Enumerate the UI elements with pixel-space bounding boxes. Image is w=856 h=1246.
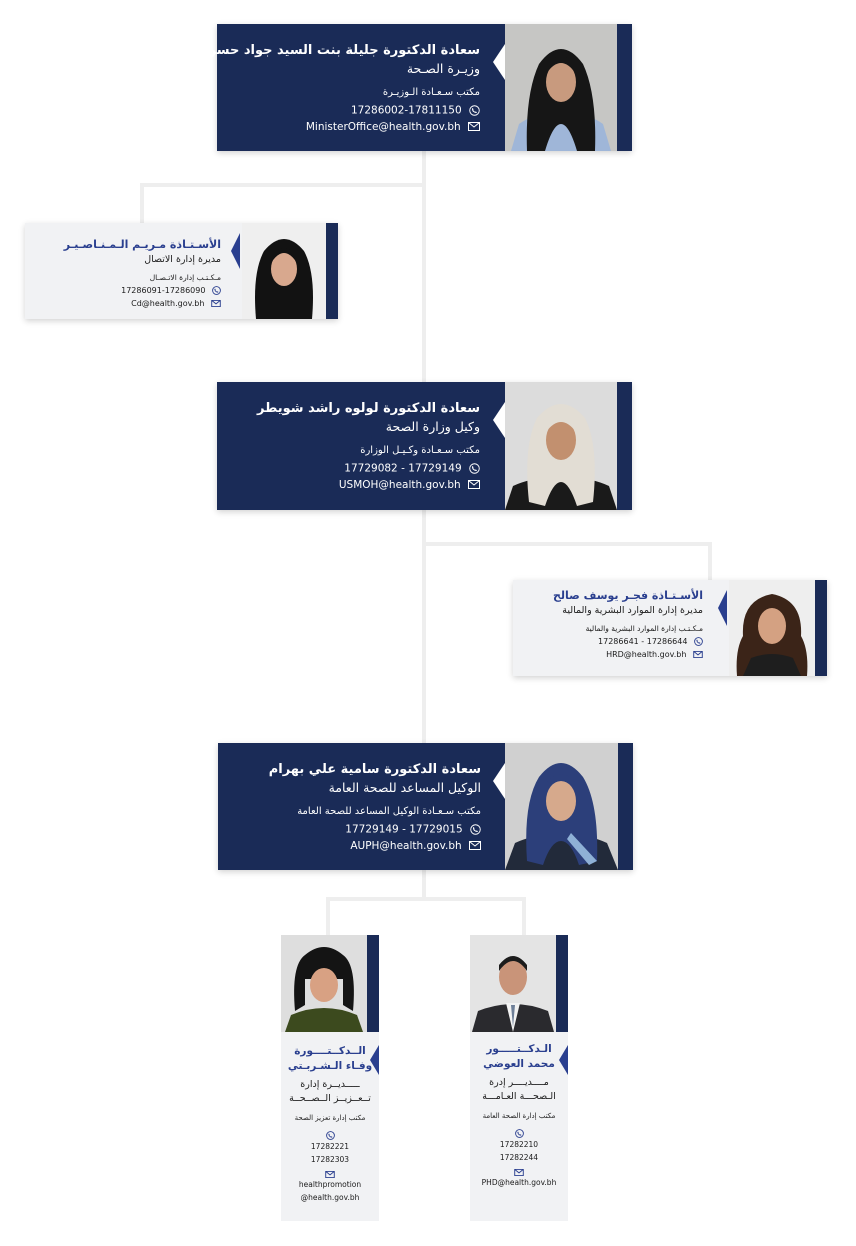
promotion-title-line1: ـــــديــرة إدارة [300, 1079, 360, 1090]
connector-hr-v [708, 542, 712, 580]
hr-phone[interactable]: 17286641 - 17286644 [598, 637, 688, 646]
promotion-photo [281, 935, 367, 1032]
hr-office: مـكـتـب إدارة الموارد البشرية والمالية [585, 623, 703, 633]
phone-icon [212, 286, 221, 295]
communication-pointer [231, 233, 240, 269]
envelope-icon [468, 122, 480, 131]
hr-email-row [553, 651, 703, 659]
promotion-phone2[interactable]: 17282303 [310, 1154, 350, 1164]
communication-title: مديرة إدارة الاتصال [144, 254, 221, 265]
minister-pointer [493, 44, 505, 80]
communication-name: الأسـتـاذة مـريـم الـمـنـاصـيـر [63, 238, 221, 251]
assistant-title: الوكيل المساعد للصحة العامة [328, 780, 481, 795]
undersecretary-email[interactable]: USMOH@health.gov.bh [338, 478, 461, 491]
communication-phone[interactable]: 17286091-17286090 [121, 286, 206, 295]
public-health-office: مكتب إدارة الصحة العامة [482, 1112, 556, 1120]
assistant-email[interactable]: AUPH@health.gov.bh [350, 839, 462, 852]
public-health-name-line1: الـدكــتـــــور [486, 1043, 552, 1055]
undersecretary-title: وكيل وزارة الصحة [385, 419, 480, 434]
phone-icon [469, 105, 480, 116]
phone-icon [515, 1129, 524, 1138]
phone-icon [469, 463, 480, 474]
connector-promotion-v [326, 897, 330, 935]
hr-card [513, 580, 827, 676]
undersecretary-accent-stripe [617, 382, 632, 510]
minister-phone[interactable]: 17286002-17811150 [350, 104, 462, 116]
minister-phone-row [205, 105, 480, 116]
communication-email-row [64, 300, 221, 308]
envelope-icon [469, 841, 481, 850]
undersecretary-info [257, 402, 480, 496]
connector-hr-h [422, 542, 712, 546]
undersecretary-phone[interactable]: 17729082 - 17729149 [344, 462, 462, 474]
phone-icon [470, 824, 481, 835]
assistant-office: مكتب سـعـادة الوكيل المساعد للصحة العامة [297, 805, 481, 817]
public-health-phone2[interactable]: 17282244 [499, 1152, 539, 1162]
connector-communication-v [140, 183, 144, 223]
public-health-phone1[interactable]: 17282210 [499, 1140, 539, 1149]
promotion-info [281, 1046, 379, 1206]
connector-communication-h [140, 183, 426, 187]
public-health-title-line2: الـصحـــة العـامـــة [482, 1090, 556, 1102]
promotion-accent-stripe [367, 935, 379, 1032]
undersecretary-name: سعادة الدكتورة لولوه راشد شويطر [256, 401, 480, 416]
public-health-name-line2: محمد العوضي [483, 1057, 555, 1070]
undersecretary-email-row [257, 480, 480, 491]
minister-accent-stripe [617, 24, 632, 151]
communication-info [64, 239, 221, 313]
connector-public-health-v [522, 897, 526, 935]
envelope-icon [693, 651, 703, 658]
hr-pointer [718, 590, 727, 626]
undersecretary-pointer [493, 402, 505, 438]
minister-office: مكتب سـعـادة الـوزيـرة [382, 86, 480, 98]
public-health-email1[interactable]: PHD@health.gov.bh [481, 1178, 557, 1187]
promotion-email2[interactable]: @health.gov.bh [300, 1192, 360, 1202]
assistant-phone-row [269, 824, 481, 835]
hr-email[interactable]: HRD@health.gov.bh [606, 650, 687, 659]
hr-accent-stripe [815, 580, 827, 676]
promotion-name-line2: وفـاء الـشـربـتي [287, 1059, 373, 1072]
phone-icon [326, 1131, 335, 1140]
promotion-phone1[interactable]: 17282221 [310, 1142, 350, 1151]
minister-title: وزيـرة الصـحة [406, 61, 480, 76]
assistant-info [269, 763, 481, 857]
assistant-accent-stripe [618, 743, 633, 870]
promotion-office: مكتب إدارة تعزيز الصحة [294, 1114, 366, 1122]
minister-card [205, 24, 632, 151]
hr-title: مديرة إدارة الموارد البشرية والمالية [562, 605, 703, 616]
assistant-email-row [269, 841, 481, 852]
hr-photo [729, 580, 815, 676]
envelope-icon [468, 480, 480, 489]
hr-phone-row [553, 637, 703, 646]
communication-office: مـكـتـب إدارة الاتـصـال [149, 272, 221, 282]
public-health-card [470, 935, 568, 1221]
public-health-info [470, 1044, 568, 1192]
hr-name: الأسـتـاذة فجـر يوسف صالح [552, 589, 703, 602]
promotion-email1[interactable]: healthpromotion [298, 1180, 362, 1189]
communication-phone-row [64, 286, 221, 295]
envelope-icon [211, 300, 221, 307]
minister-photo [505, 24, 617, 151]
minister-email[interactable]: MinisterOffice@health.gov.bh [305, 120, 461, 133]
assistant-card [218, 743, 633, 870]
communication-card [25, 223, 338, 319]
communication-accent-stripe [326, 223, 338, 319]
assistant-pointer [493, 763, 505, 799]
envelope-icon [514, 1169, 524, 1176]
promotion-name-line1: الــدكــتــــورة [294, 1045, 366, 1057]
promotion-card [281, 935, 379, 1221]
undersecretary-card [217, 382, 632, 510]
minister-info [205, 44, 480, 138]
promotion-title-line2: تــعــزيــز الــصــحــة [289, 1092, 371, 1104]
assistant-name: سعادة الدكتورة سامية علي بهرام [268, 762, 481, 777]
hr-info [553, 590, 703, 664]
undersecretary-office: مكتب سـعـادة وكـيـل الوزارة [360, 444, 480, 456]
undersecretary-photo [505, 382, 617, 510]
undersecretary-phone-row [257, 463, 480, 474]
communication-photo [242, 223, 326, 319]
public-health-title-line1: مــــديــــر إدرة [489, 1077, 549, 1088]
assistant-phone[interactable]: 17729149 - 17729015 [345, 823, 463, 835]
envelope-icon [325, 1171, 335, 1178]
assistant-photo [505, 743, 618, 870]
phone-icon [694, 637, 703, 646]
minister-name: سعادة الدكتورة جليلة بنت السيد جواد حسن [205, 43, 480, 58]
minister-email-row [205, 122, 480, 133]
public-health-photo [470, 935, 556, 1032]
connector-bottom-h [326, 897, 526, 901]
communication-email[interactable]: Cd@health.gov.bh [131, 299, 205, 308]
public-health-accent-stripe [556, 935, 568, 1032]
